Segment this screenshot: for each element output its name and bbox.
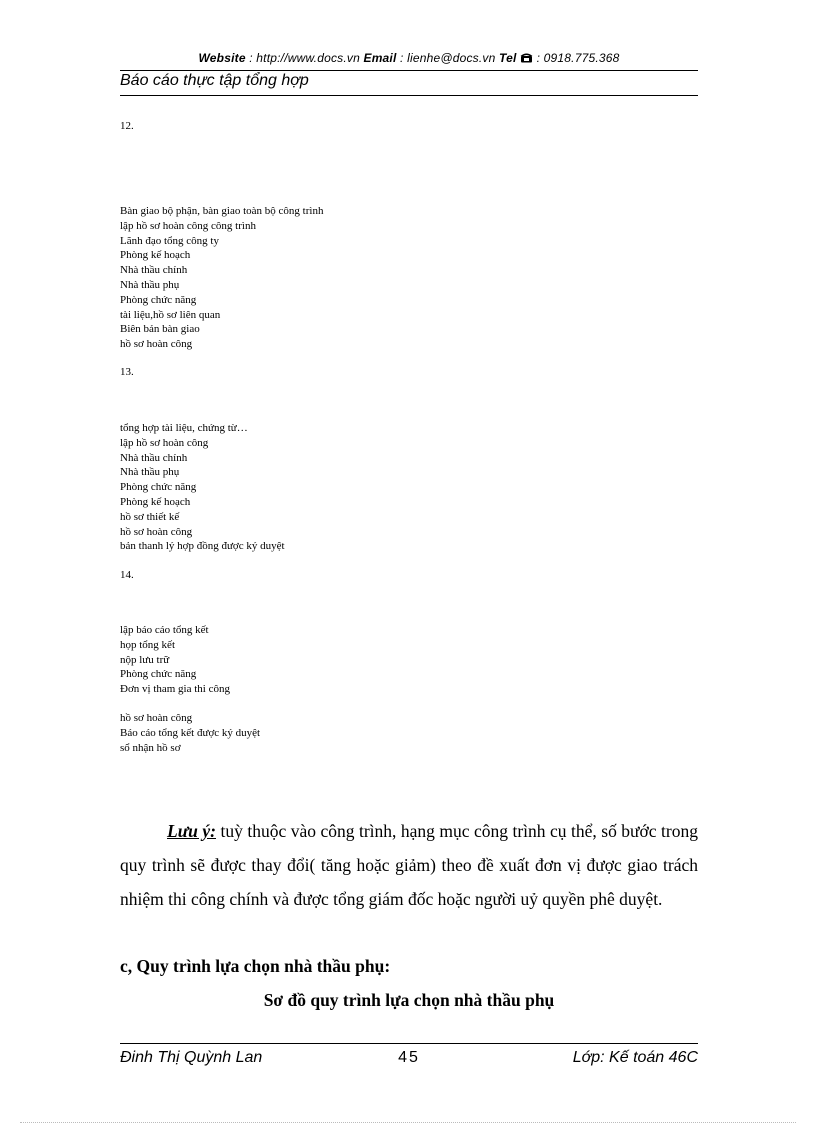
list-item: Báo cáo tổng kết được ký duyệt	[120, 726, 261, 739]
list-item: Phòng chức năng	[120, 293, 197, 306]
step-13-list	[120, 421, 285, 554]
list-item: hồ sơ hoàn công	[120, 712, 193, 724]
step-12-number: 12.	[120, 120, 134, 132]
note-paragraph	[120, 814, 698, 916]
note-label: Lưu ý:	[167, 821, 216, 841]
step-14-number: 14.	[120, 569, 134, 581]
list-item: sổ nhận hồ sơ	[120, 741, 181, 754]
step-13-number: 13.	[120, 366, 134, 378]
list-item: Đơn vị tham gia thi công	[120, 683, 230, 696]
footer-class: Lớp: Kế toán 46C	[572, 1049, 698, 1066]
list-item: Bàn giao bộ phận, bàn giao toàn bộ công trình	[120, 205, 324, 217]
email-value: : lienhe@docs.vn	[396, 51, 500, 65]
step-14-list-a	[120, 623, 230, 697]
list-item: Lãnh đạo tổng công ty	[120, 234, 219, 247]
list-item: lập báo cáo tổng kết	[120, 624, 209, 636]
list-item: nộp lưu trữ	[120, 653, 170, 666]
list-item: lập hồ sơ hoàn công công trình	[120, 219, 256, 232]
list-item: Nhà thầu phụ	[120, 278, 180, 291]
list-item: bản thanh lý hợp đồng được ký duyệt	[120, 540, 285, 553]
website-label: Website	[198, 51, 246, 65]
list-item: tổng hợp tài liệu, chứng từ…	[120, 422, 248, 434]
footer-author: Đinh Thị Quỳnh Lan	[120, 1049, 263, 1066]
tel-label: Tel	[499, 51, 517, 65]
footer-rule	[120, 1043, 698, 1044]
list-item: hồ sơ hoàn công	[120, 525, 193, 538]
tel-value: : 0918.775.368	[533, 51, 620, 65]
contact-line	[120, 51, 698, 65]
footer-page-number: 45	[398, 1049, 420, 1066]
email-label: Email	[363, 51, 397, 65]
list-item: Phòng chức năng	[120, 481, 197, 494]
diagram-title: Sơ đồ quy trình lựa chọn nhà thầu phụ	[263, 990, 555, 1010]
note-text: tuỳ thuộc vào công trình, hạng mục công trình cụ thể, số bước trong quy trình sẽ được thay đổi( tăng hoặc giảm) theo đề xuất đơn vị được giao trách nhiệm thi công chính và được tổng giám đốc hoặc người uỷ quyền phê duyệt.	[120, 821, 698, 909]
section-heading: c, Quy trình lựa chọn nhà thầu phụ:	[120, 956, 391, 976]
list-item: lập hồ sơ hoàn công	[120, 436, 209, 449]
list-item: Phòng kế hoạch	[120, 249, 191, 262]
header-rule-bottom	[120, 95, 698, 96]
list-item: hồ sơ thiết kế	[120, 510, 180, 523]
step-12-list	[120, 204, 323, 352]
list-item: Nhà thầu chính	[120, 264, 188, 277]
list-item: Nhà thầu phụ	[120, 466, 180, 479]
list-item: Nhà thầu chính	[120, 451, 188, 464]
list-item: họp tổng kết	[120, 638, 175, 651]
step-14-list-b	[120, 711, 260, 755]
list-item: tài liệu,hồ sơ liên quan	[120, 308, 221, 321]
list-item: hồ sơ hoàn công	[120, 338, 193, 351]
report-title: Báo cáo thực tập tổng hợp	[120, 72, 309, 89]
list-item: Phòng chức năng	[120, 668, 197, 681]
list-item: Biên bản bàn giao	[120, 323, 200, 336]
telephone-icon	[520, 51, 533, 65]
list-item: Phòng kế hoạch	[120, 495, 191, 508]
header-rule-top	[120, 70, 698, 71]
website-value: : http://www.docs.vn	[245, 51, 364, 65]
